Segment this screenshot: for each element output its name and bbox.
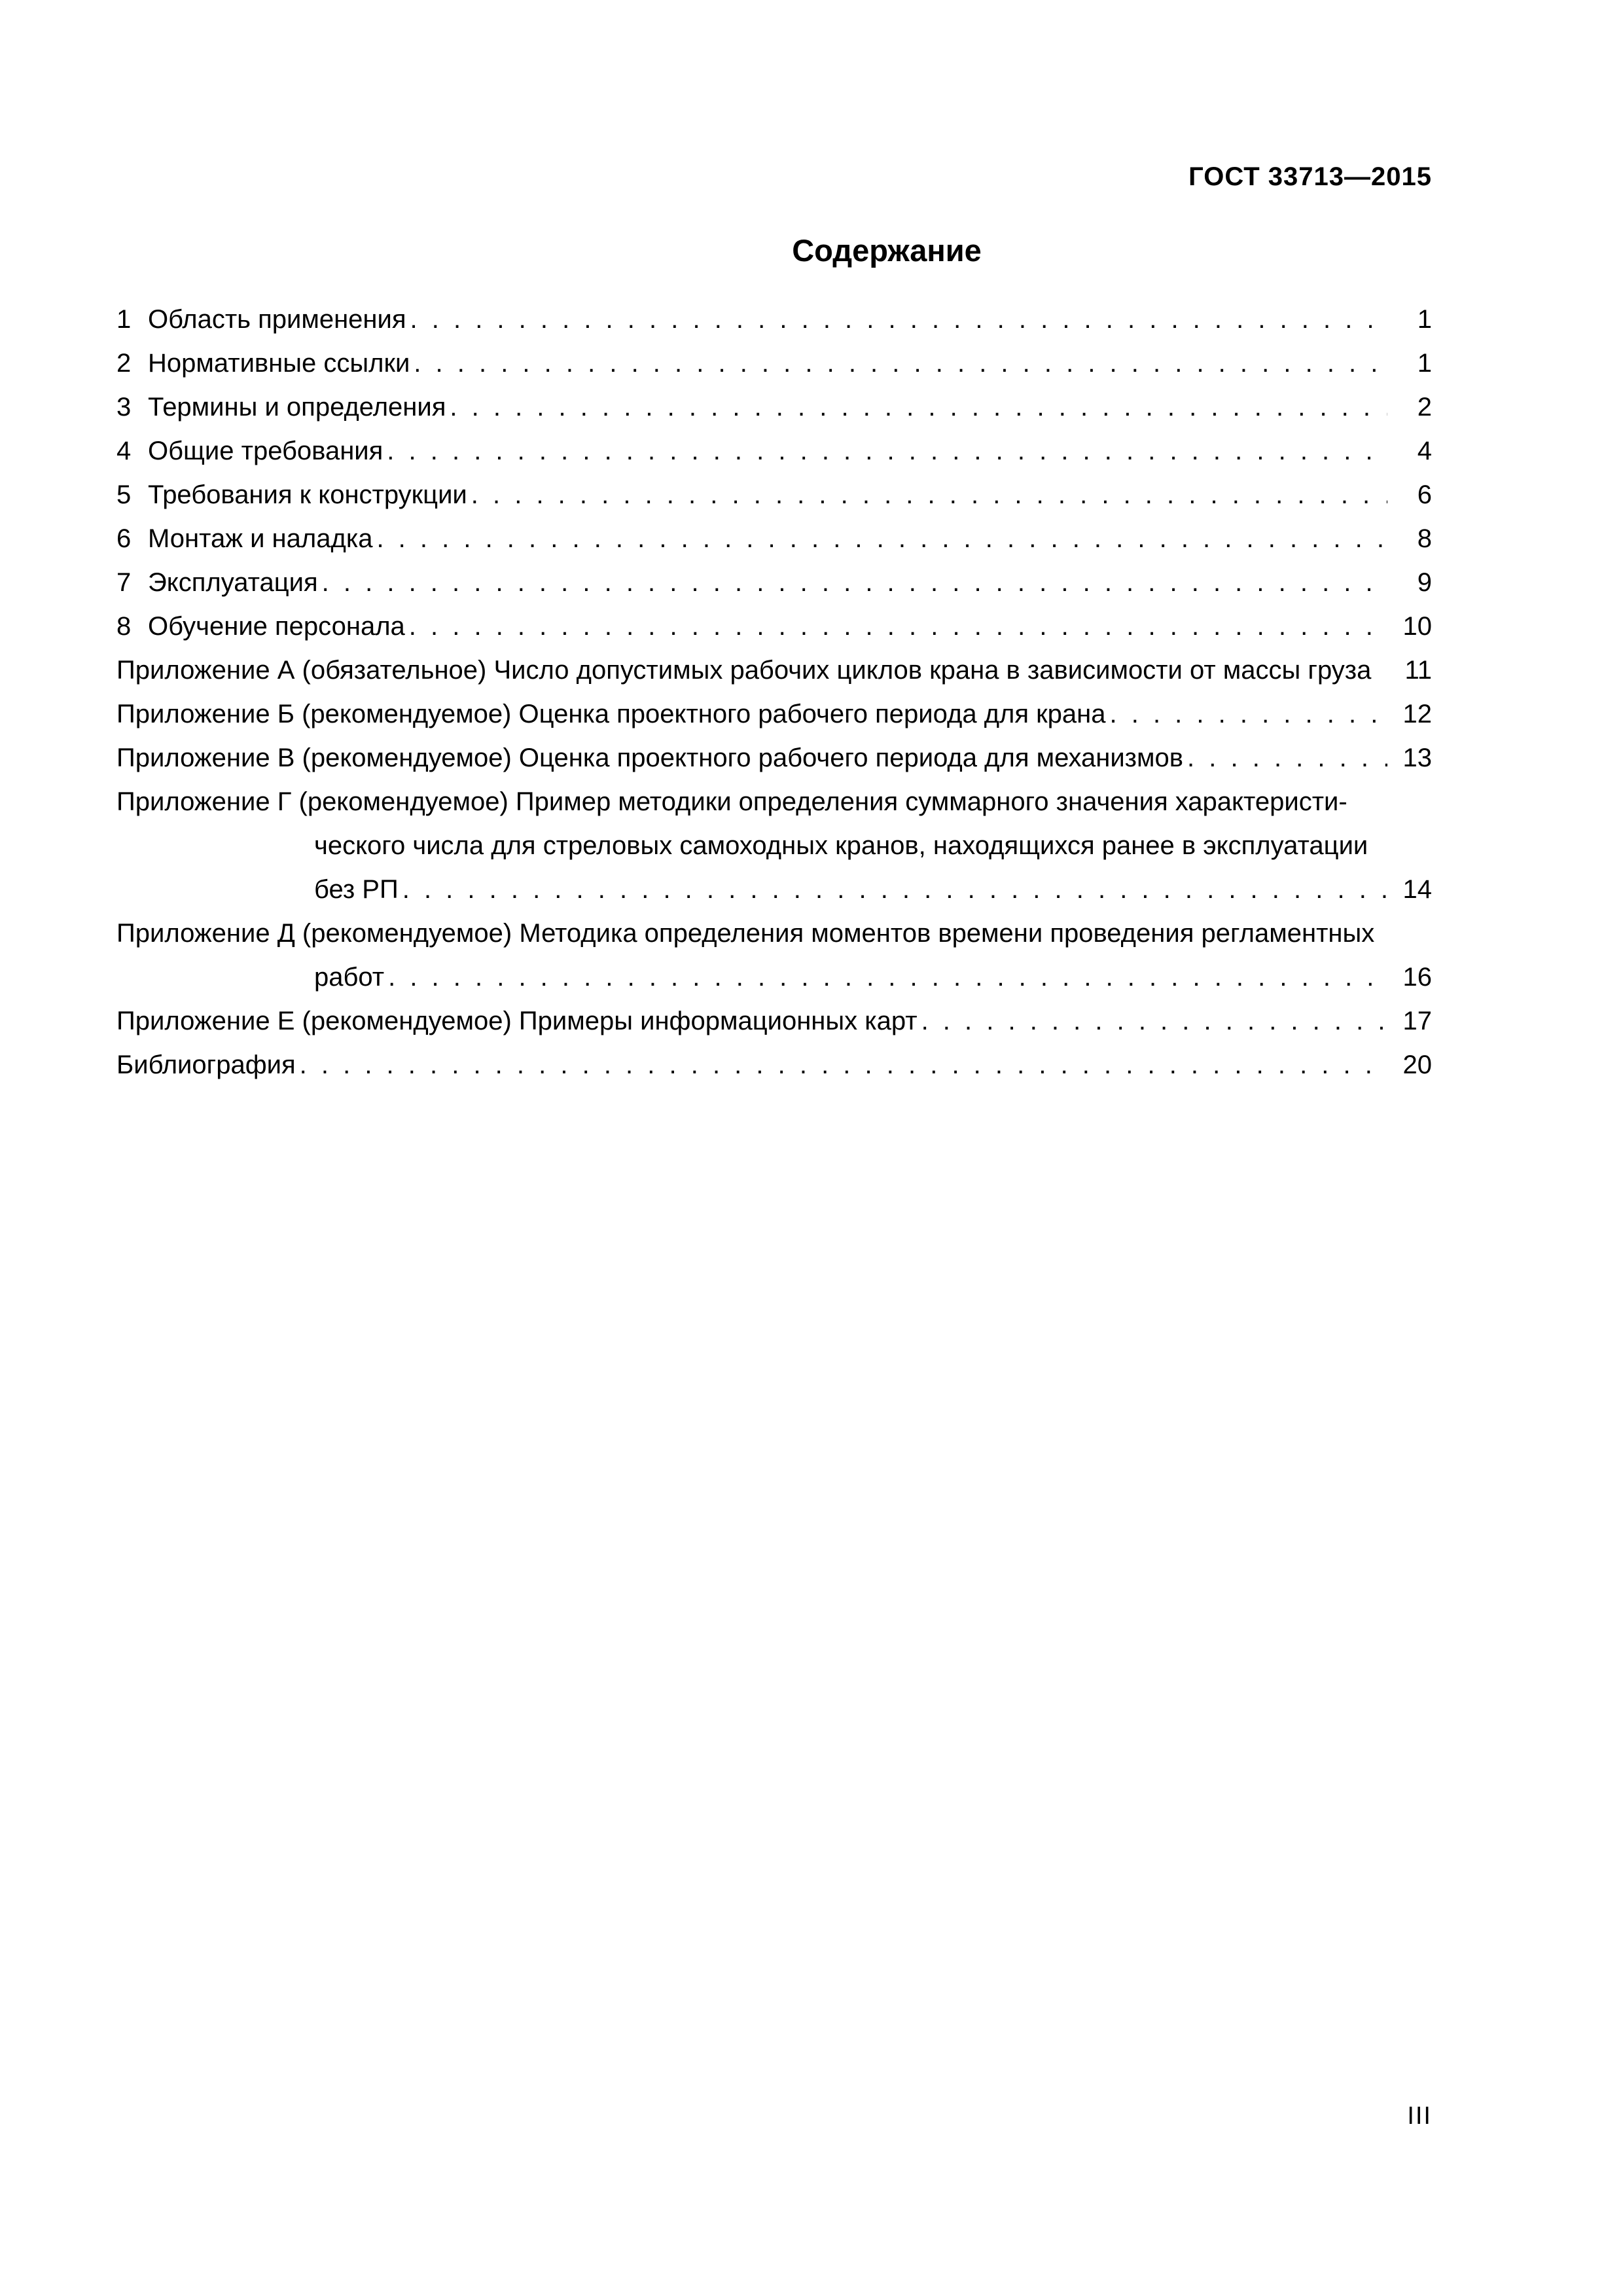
toc-entry-page: 4 (1417, 437, 1432, 465)
toc-entry-page: 10 (1402, 612, 1432, 641)
leader-dots (446, 386, 1387, 429)
toc-entry-page: 1 (1417, 305, 1432, 334)
leader-dots (296, 1043, 1387, 1087)
toc-entry-number: 6 (116, 524, 132, 553)
toc-entry-number: 2 (116, 349, 132, 378)
toc-entry-text-continued: работ (314, 963, 385, 992)
toc-title: Содержание (792, 233, 982, 268)
toc-entry-4[interactable] (116, 429, 1432, 473)
toc-entry-8[interactable] (116, 605, 1432, 649)
toc-entry-text: Термины и определения (148, 393, 446, 422)
toc-entry-1[interactable] (116, 298, 1432, 342)
toc-entry-text-continued: без РП (314, 875, 399, 904)
leader-dots (918, 999, 1387, 1043)
page-number: III (1407, 2102, 1432, 2130)
toc-entry-text: Эксплуатация (148, 568, 318, 597)
toc-entry-text: Общие требования (148, 437, 383, 465)
toc-entry-text: Требования к конструкции (148, 480, 467, 509)
toc-entry-2[interactable] (116, 342, 1432, 386)
toc-entry-page: 2 (1417, 393, 1432, 422)
toc-entry-6[interactable] (116, 517, 1432, 561)
leader-dots (1183, 736, 1387, 780)
table-of-contents (116, 298, 1432, 1087)
toc-entry-page: 8 (1417, 524, 1432, 553)
toc-entry-number: 7 (116, 568, 132, 597)
toc-entry-text: Область применения (148, 305, 406, 334)
toc-appendix-v[interactable] (116, 736, 1432, 780)
toc-entry-page: 12 (1402, 700, 1432, 728)
leader-dots (318, 561, 1387, 605)
toc-entry-text: Приложение В (рекомендуемое) Оценка проектного рабочего периода для механизмов (116, 744, 1184, 772)
toc-entry-page: 1 (1417, 349, 1432, 378)
toc-entry-number: 4 (116, 437, 132, 465)
toc-entry-text: Приложение Б (рекомендуемое) Оценка проектного рабочего периода для крана (116, 700, 1106, 728)
toc-bibliography[interactable] (116, 1043, 1432, 1087)
toc-entry-page: 11 (1404, 656, 1432, 685)
toc-entry-7[interactable] (116, 561, 1432, 605)
leader-dots (399, 868, 1387, 912)
toc-entry-number: 1 (116, 305, 132, 334)
toc-entry-text: Приложение Е (рекомендуемое) Примеры информационных карт (116, 1007, 918, 1035)
toc-entry-page: 9 (1417, 568, 1432, 597)
toc-entry-page: 17 (1402, 1007, 1432, 1035)
document-code: ГОСТ 33713—2015 (1188, 162, 1432, 191)
toc-entry-page: 13 (1402, 744, 1432, 772)
toc-appendix-a[interactable] (116, 649, 1432, 692)
toc-entry-number: 5 (116, 480, 132, 509)
toc-entry-text: Приложение Г (рекомендуемое) Пример методики определения суммарного значения характеристи- (116, 787, 1347, 816)
toc-entry-5[interactable] (116, 473, 1432, 517)
toc-entry-text: Библиография (116, 1050, 296, 1079)
leader-dots (410, 342, 1387, 386)
toc-entry-page: 6 (1417, 480, 1432, 509)
toc-appendix-b[interactable] (116, 692, 1432, 736)
leader-dots (1105, 692, 1387, 736)
toc-appendix-e[interactable] (116, 999, 1432, 1043)
toc-entry-text: Обучение персонала (148, 612, 405, 641)
toc-entry-page: 14 (1402, 875, 1432, 904)
toc-entry-number: 3 (116, 393, 132, 422)
toc-entry-text-continued: ческого числа для стреловых самоходных кранов, находящихся ранее в эксплуатации (314, 831, 1368, 860)
toc-entry-text: Монтаж и наладка (148, 524, 373, 553)
toc-appendix-g[interactable] (116, 780, 1432, 912)
toc-entry-text: Нормативные ссылки (148, 349, 410, 378)
leader-dots (406, 298, 1387, 342)
leader-dots (405, 605, 1387, 649)
toc-entry-page: 16 (1402, 963, 1432, 992)
toc-entry-text: Приложение А (обязательное) Число допустимых рабочих циклов крана в зависимости от массы груза (116, 656, 1372, 685)
leader-dots (467, 473, 1387, 517)
toc-entry-page: 20 (1402, 1050, 1432, 1079)
toc-entry-number: 8 (116, 612, 132, 641)
toc-entry-3[interactable] (116, 386, 1432, 429)
leader-dots (372, 517, 1387, 561)
toc-appendix-d[interactable] (116, 912, 1432, 999)
leader-dots (384, 956, 1387, 999)
toc-entry-text: Приложение Д (рекомендуемое) Методика определения моментов времени проведения регламентных (116, 919, 1375, 948)
leader-dots (383, 429, 1387, 473)
